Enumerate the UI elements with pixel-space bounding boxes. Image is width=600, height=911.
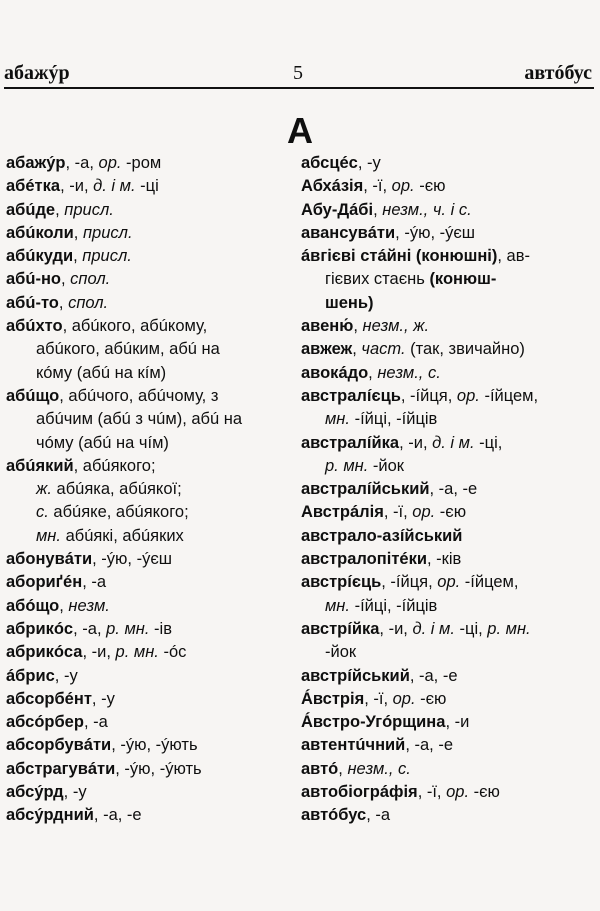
headword: абсýрдний xyxy=(6,806,94,825)
headword: абсóрбер xyxy=(6,713,84,732)
headword: абúде xyxy=(6,200,56,219)
entry-line xyxy=(301,362,597,385)
entry-tail: (так, звичайно) xyxy=(405,340,525,359)
entry-line xyxy=(301,641,597,664)
headword: áбрис xyxy=(6,666,55,685)
entry-line xyxy=(301,385,597,408)
entry-forms: -йок xyxy=(325,643,357,662)
entry-forms: , -íйця, xyxy=(400,386,457,405)
entry-forms: , xyxy=(73,247,83,266)
entry-line xyxy=(301,199,597,222)
entry-forms: , xyxy=(352,340,362,359)
entry-line xyxy=(301,292,597,315)
entry-tail: -íйці, -íйців xyxy=(349,410,438,429)
entry-line xyxy=(6,781,294,804)
entry-tail: -ці, xyxy=(454,619,488,638)
entry-line xyxy=(301,665,597,688)
entry-line xyxy=(301,152,597,175)
entry-line xyxy=(6,758,294,781)
entry-line xyxy=(301,222,597,245)
entry-forms: , -ýю, -ýєш xyxy=(395,223,476,242)
entry-forms: , -а xyxy=(83,713,108,732)
entry-forms: , -а xyxy=(366,806,391,825)
entry-line xyxy=(301,478,597,501)
headword: авжеж xyxy=(301,340,353,359)
headword: абúхто xyxy=(6,317,63,336)
entry-forms: , -и, xyxy=(379,619,413,638)
headword: автентúчний xyxy=(301,736,406,755)
headword: абсорбувáти xyxy=(6,736,112,755)
entry-line xyxy=(301,501,597,524)
entry-forms: , -а xyxy=(82,573,107,592)
entry-tail: -óс xyxy=(158,643,187,662)
headword-continuation: шень) xyxy=(325,293,374,312)
entry-forms: , -íйця, xyxy=(381,573,438,592)
entry-line xyxy=(301,618,597,641)
grammar-label: ор. xyxy=(456,386,480,405)
grammar-label: ор. xyxy=(392,689,416,708)
headword: авокáдо xyxy=(301,363,369,382)
entry-forms: абúкого, абúким, абú на xyxy=(36,340,220,359)
grammar-label: р. мн. xyxy=(325,456,369,475)
entry-line xyxy=(6,338,294,361)
grammar-label: мн. xyxy=(325,410,350,429)
entry-tail: -ів xyxy=(149,619,172,638)
grammar-label: незм. xyxy=(68,596,110,615)
entry-line xyxy=(6,455,294,478)
grammar-label: присл. xyxy=(82,223,133,242)
entry-tail: -єю xyxy=(414,177,446,196)
grammar-label: мн. xyxy=(325,596,350,615)
entry-line xyxy=(301,455,597,478)
entry-forms: , -и, xyxy=(82,643,116,662)
entry-tail: -íйцем, xyxy=(479,386,539,405)
entry-line xyxy=(6,595,294,618)
entry-line xyxy=(6,478,294,501)
headword: абстрагувáти xyxy=(6,759,116,778)
headword: австралíйський xyxy=(301,480,430,499)
entry-tail: -ром xyxy=(121,154,162,172)
headword: австрало-азíйський xyxy=(301,526,463,545)
headword: абажýр xyxy=(6,154,66,172)
section-letter: А xyxy=(287,110,313,151)
entry-line xyxy=(6,571,294,594)
entry-forms: , -а, -е xyxy=(429,480,478,499)
grammar-label: ж. xyxy=(36,480,52,499)
entry-line xyxy=(6,385,294,408)
entry-line xyxy=(6,641,294,664)
headword: Áвстро-Угóрщина xyxy=(301,713,446,732)
entry-forms: абúчим (абú з чúм), абú на xyxy=(36,410,243,429)
grammar-label: присл. xyxy=(82,247,132,266)
headword: абú-но xyxy=(6,270,61,289)
entry-forms: , -ї, xyxy=(383,503,413,522)
grammar-label: ор. xyxy=(446,783,470,802)
grammar-label: спол. xyxy=(70,270,111,289)
entry-forms: , -ків xyxy=(426,550,462,569)
headword: автóбус xyxy=(301,806,367,825)
entry-line xyxy=(301,781,597,804)
entry-line xyxy=(301,408,597,431)
entry-forms: , xyxy=(61,270,71,289)
headword: авансувáти xyxy=(301,223,396,242)
entry-forms: , -ýю, -ýють xyxy=(115,759,202,778)
header-rule xyxy=(4,87,594,89)
headword: абúколи xyxy=(6,223,74,242)
grammar-label: незм., с. xyxy=(377,363,441,382)
entry-forms: , -ї, xyxy=(363,177,392,196)
headword: автó xyxy=(301,759,339,778)
entry-forms: , -у xyxy=(91,689,115,708)
entry-forms: , xyxy=(353,317,363,336)
entry-line xyxy=(6,711,294,734)
entry-forms: , xyxy=(373,200,383,219)
headword: австралíєць xyxy=(301,386,401,405)
headword: абúякий xyxy=(6,456,74,475)
entry-forms: , -ýю, -ýють xyxy=(111,736,198,755)
entry-line xyxy=(301,315,597,338)
headword: австрíйка xyxy=(301,619,380,638)
entry-tail: -єю xyxy=(469,783,500,802)
entry-forms: , xyxy=(73,223,83,242)
grammar-label: д. і м. xyxy=(432,433,475,452)
entry-forms: , абúчого, абúчому, з xyxy=(59,386,219,405)
grammar-label: ор. xyxy=(98,154,122,172)
headword: абонувáти xyxy=(6,550,93,569)
entry-forms: , абúкого, абúкому, xyxy=(62,317,208,336)
entry-tail: абúякі, абúяких xyxy=(60,526,184,545)
entry-line xyxy=(301,245,597,268)
entry-forms: , -у xyxy=(357,154,381,172)
entry-forms: , -а, xyxy=(65,154,99,172)
grammar-label: незм., ж. xyxy=(362,317,430,336)
headword: австрíйський xyxy=(301,666,410,685)
headword: австралопітéки xyxy=(301,550,427,569)
entry-line xyxy=(6,432,294,455)
grammar-label: мн. xyxy=(36,526,61,545)
entry-tail: -ці xyxy=(135,177,159,196)
page-number: 5 xyxy=(293,62,303,84)
headword: авеню́ xyxy=(301,317,354,336)
entry-forms: , -и, xyxy=(399,433,433,452)
entry-forms: , -ýю, -ýєш xyxy=(92,550,172,569)
headword: абú-то xyxy=(6,293,59,312)
header-first-word: абажýр xyxy=(4,62,70,84)
headword: абéтка xyxy=(6,177,61,196)
running-header xyxy=(4,62,592,88)
grammar-label: р. мн. xyxy=(115,643,159,662)
entry-tail: абúяка, абúякої; xyxy=(51,480,182,499)
entry-tail: -єю xyxy=(435,503,467,522)
entry-line xyxy=(6,292,294,315)
entry-line xyxy=(301,804,597,827)
grammar-label: част. xyxy=(361,340,406,359)
headword: абориґéн xyxy=(6,573,83,592)
entry-forms: , xyxy=(55,200,65,219)
entry-line xyxy=(6,804,294,827)
grammar-label: р. мн. xyxy=(106,619,150,638)
headword: абсорбéнт xyxy=(6,689,92,708)
right-column xyxy=(301,152,597,828)
grammar-label: спол. xyxy=(68,293,109,312)
entry-line xyxy=(6,315,294,338)
entry-line xyxy=(6,245,294,268)
entry-forms: , -а, -е xyxy=(93,806,142,825)
entry-line xyxy=(301,175,597,198)
entry-forms: , xyxy=(59,596,69,615)
entry-line xyxy=(6,222,294,245)
entry-forms: , абúякого; xyxy=(73,456,156,475)
grammar-label: незм., с. xyxy=(347,759,411,778)
entry-forms: , -и xyxy=(445,713,470,732)
entry-forms: , -а, -е xyxy=(405,736,454,755)
grammar-label: ор. xyxy=(437,573,461,592)
headword: абúщо xyxy=(6,386,60,405)
headword: Áвстрія xyxy=(301,689,365,708)
entry-forms: , -у xyxy=(63,783,87,802)
grammar-label: незм., ч. і с. xyxy=(382,200,472,219)
headword: Абу-Дáбі xyxy=(301,200,374,219)
entry-line xyxy=(6,199,294,222)
headword-continuation: (конюш- xyxy=(429,270,497,289)
entry-line xyxy=(301,711,597,734)
entry-tail: абúяке, абúякого; xyxy=(48,503,189,522)
headword: абсýрд xyxy=(6,783,64,802)
entry-forms: , xyxy=(368,363,378,382)
entry-line xyxy=(301,432,597,455)
entry-line xyxy=(301,525,597,548)
entry-line xyxy=(6,268,294,291)
entry-line xyxy=(301,548,597,571)
entry-line xyxy=(6,734,294,757)
entry-tail: -íйці, -íйців xyxy=(349,596,438,615)
entry-forms: , -а, -е xyxy=(409,666,458,685)
entry-tail: -йок xyxy=(368,456,405,475)
header-last-word: автóбус xyxy=(524,62,592,84)
grammar-label: р. мн. xyxy=(487,619,531,638)
headword: абóщо xyxy=(6,596,60,615)
entry-line xyxy=(301,734,597,757)
entry-line xyxy=(6,152,294,175)
entry-line xyxy=(301,595,597,618)
entry-line xyxy=(301,758,597,781)
left-column xyxy=(6,152,294,828)
entry-forms: , -у xyxy=(54,666,78,685)
entry-forms: , xyxy=(338,759,348,778)
entry-forms: , -ї, xyxy=(417,783,447,802)
headword: автобіогрáфія xyxy=(301,783,418,802)
grammar-label: присл. xyxy=(64,200,114,219)
entry-forms: , -и, xyxy=(60,177,94,196)
entry-line xyxy=(6,618,294,641)
entry-forms: кóму (абú на кíм) xyxy=(36,363,167,382)
headword: абсцéс xyxy=(301,154,358,172)
entry-line xyxy=(301,338,597,361)
entry-forms: , -ї, xyxy=(364,689,393,708)
headword: Абхáзія xyxy=(301,177,364,196)
entry-line xyxy=(6,688,294,711)
entry-forms: , ав- xyxy=(497,247,530,266)
entry-tail: -ці, xyxy=(474,433,503,452)
entry-line xyxy=(6,175,294,198)
grammar-label: д. і м. xyxy=(93,177,136,196)
entry-line xyxy=(6,501,294,524)
headword: Австрáлія xyxy=(301,503,384,522)
entry-forms: , -а, xyxy=(73,619,107,638)
headword: абрикóса xyxy=(6,643,83,662)
grammar-label: с. xyxy=(36,503,49,522)
entry-line xyxy=(301,268,597,291)
entry-line xyxy=(6,362,294,385)
entry-tail: -єю xyxy=(415,689,447,708)
grammar-label: д. і м. xyxy=(412,619,455,638)
headword: абрикóс xyxy=(6,619,74,638)
grammar-label: ор. xyxy=(412,503,436,522)
headword: австралíйка xyxy=(301,433,400,452)
entry-forms: чóму (абú на чíм) xyxy=(36,433,169,452)
entry-forms: гієвих стаєнь xyxy=(325,270,430,289)
grammar-label: ор. xyxy=(391,177,415,196)
headword: австрíєць xyxy=(301,573,382,592)
entry-line xyxy=(6,408,294,431)
headword: áвгієві стáйні (конюшні) xyxy=(301,247,498,266)
entry-line xyxy=(6,665,294,688)
entry-forms: , xyxy=(58,293,69,312)
entry-line xyxy=(6,525,294,548)
entry-line xyxy=(301,571,597,594)
entry-line xyxy=(6,548,294,571)
entry-tail: -íйцем, xyxy=(460,573,519,592)
entry-line xyxy=(301,688,597,711)
headword: абúкуди xyxy=(6,247,74,266)
